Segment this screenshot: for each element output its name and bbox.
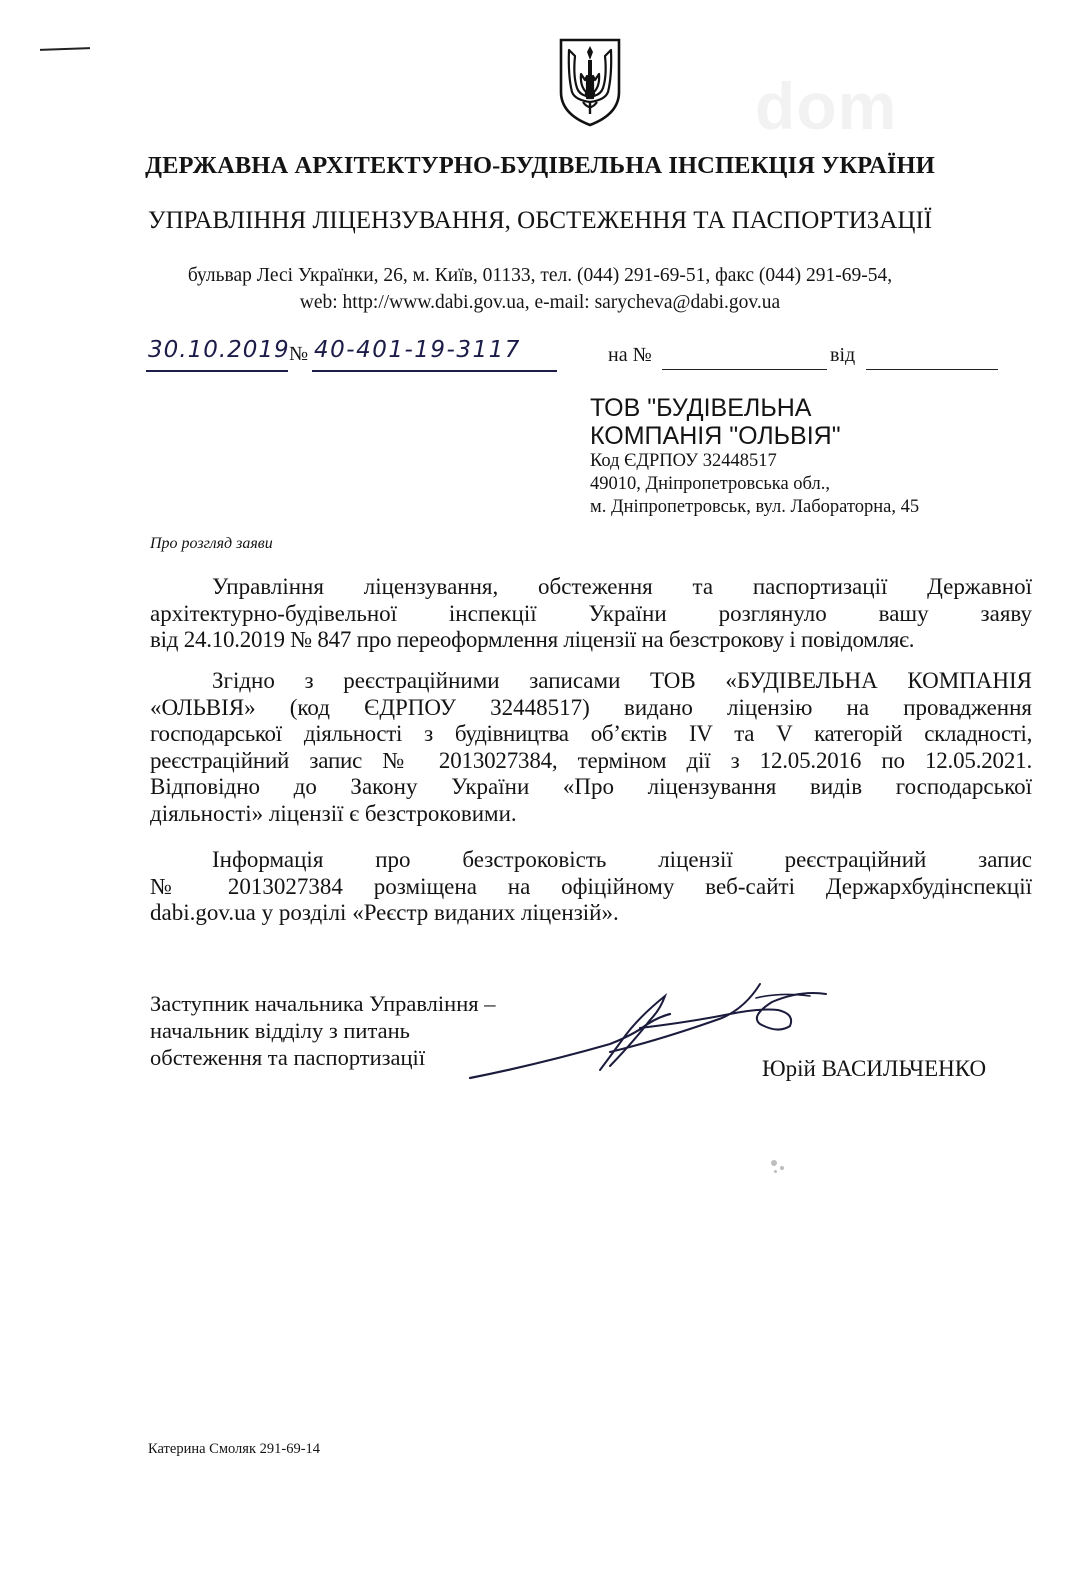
- scan-watermark: dom: [755, 69, 898, 143]
- body-paragraph-3: [150, 847, 1032, 927]
- outgoing-date: 30.10.2019: [148, 337, 290, 363]
- body-line: «ОЛЬВІЯ» (код ЄДРПОУ 32448517) видано ліцензію на провадження: [150, 694, 1032, 720]
- signatory-title-line-1: Заступник начальника Управління –: [150, 991, 496, 1016]
- scan-speck: [780, 1166, 784, 1170]
- executor-contact: Катерина Смоляк 291-69-14: [148, 1441, 321, 1457]
- signatory-title: [150, 990, 495, 1071]
- recipient-name-line-2: КОМПАНІЯ "ОЛЬВІЯ": [590, 422, 841, 450]
- scan-speck: [771, 1160, 777, 1166]
- outgoing-number: 40-401-19-3117: [314, 337, 521, 363]
- date-underline: [146, 370, 288, 372]
- body-line: господарської діяльності з будівництва об’єктів IV та V категорій складності,: [150, 721, 1032, 746]
- reply-date-blank: [866, 369, 998, 370]
- body-line: dabi.gov.ua у розділі «Реєстр виданих ліцензій».: [150, 900, 619, 925]
- scan-speck: [774, 1170, 777, 1173]
- body-line: Відповідно до Закону України «Про ліцензування видів господарської: [150, 774, 1032, 799]
- address-line-1: бульвар Лесі Українки, 26, м. Київ, 01133, тел. (044) 291-69-51, факс (044) 291-69-54,: [187, 265, 893, 286]
- signatory-title-line-2: начальник відділу з питань: [150, 1018, 410, 1043]
- signatory-title-line-3: обстеження та паспортизації: [150, 1045, 426, 1070]
- recipient-name: [590, 394, 841, 450]
- reply-from-label: від: [830, 344, 856, 366]
- corner-punch-mark: [40, 47, 90, 51]
- address-line-2: web: http://www.dabi.gov.ua, e-mail: sarycheva@dabi.gov.ua: [299, 292, 781, 313]
- reply-to-label: на №: [608, 344, 652, 366]
- recipient-address-line-1: 49010, Дніпропетровська обл.,: [590, 474, 830, 494]
- agency-name: ДЕРЖАВНА АРХІТЕКТУРНО-БУДІВЕЛЬНА ІНСПЕКЦІЯ УКРАЇНИ: [145, 152, 935, 179]
- body-line: реєстраційний запис № 2013027384, терміном дії з 12.05.2016 по 12.05.2021.: [150, 747, 1032, 773]
- recipient-address-line-2: м. Дніпропетровськ, вул. Лабораторна, 45: [590, 497, 920, 517]
- trident-emblem-icon: [555, 36, 625, 128]
- reply-number-blank: [662, 369, 827, 370]
- body-line: від 24.10.2019 № 847 про переоформлення ліцензії на безстрокову і повідомляє.: [150, 627, 915, 652]
- department-name: УПРАВЛІННЯ ЛІЦЕНЗУВАННЯ, ОБСТЕЖЕННЯ ТА ПАСПОРТИЗАЦІЇ: [147, 207, 933, 234]
- body-line: діяльності» ліцензії є безстроковими.: [150, 800, 517, 826]
- number-underline: [312, 370, 557, 372]
- letter-subject: Про розгляд заяви: [150, 535, 273, 552]
- recipient-code: Код ЄДРПОУ 32448517: [590, 451, 777, 471]
- body-paragraph-1: [150, 574, 1032, 654]
- recipient-name-line-1: ТОВ "БУДІВЕЛЬНА: [590, 394, 812, 422]
- body-line: № 2013027384 розміщена на офіційному веб-сайті Держархбудінспекції: [150, 873, 1032, 899]
- signatory-name: Юрій ВАСИЛЬЧЕНКО: [762, 1056, 987, 1081]
- body-line: Згідно з реєстраційними записами ТОВ «БУДІВЕЛЬНА КОМПАНІЯ: [212, 668, 1032, 693]
- number-sign: №: [289, 343, 309, 365]
- body-line: архітектурно-будівельної інспекції України розглянуло вашу заяву: [150, 600, 1032, 626]
- agency-address: [0, 262, 1080, 316]
- body-paragraph-2: [150, 668, 1032, 827]
- recipient-details: [590, 450, 919, 519]
- body-line: Інформація про безстроковість ліцензії реєстраційний запис: [212, 847, 1032, 872]
- body-line: Управління ліцензування, обстеження та паспортизації Державної: [212, 574, 1032, 599]
